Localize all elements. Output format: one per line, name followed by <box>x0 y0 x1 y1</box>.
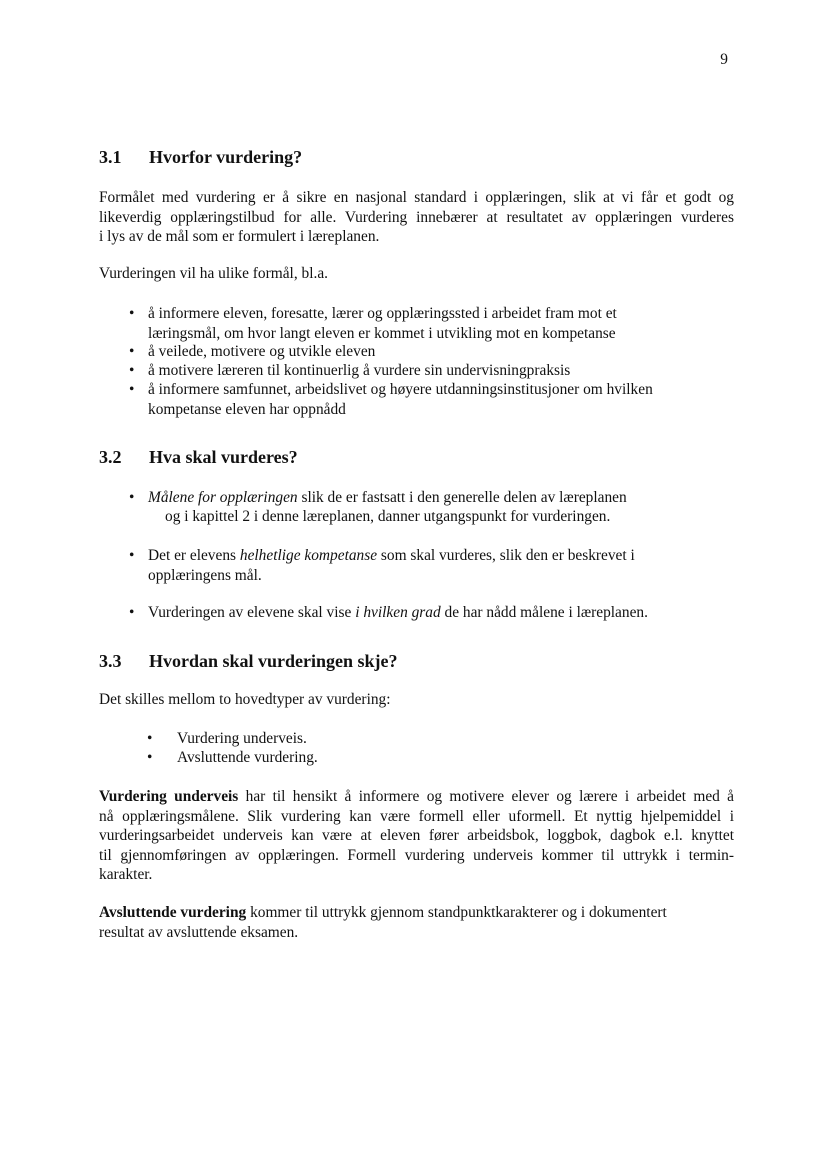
section-title: Hva skal vurderes? <box>149 447 298 467</box>
paragraph-line: Formålet med vurdering er å sikre en nasjonal standard i opplæringen, slik at vi får et godt og <box>99 189 734 206</box>
bullet-icon: • <box>147 749 153 766</box>
text-run: som skal vurderes, slik den er beskrevet i <box>377 547 635 564</box>
list-item-text: å informere samfunnet, arbeidslivet og høyere utdanningsinstitusjoner om hvilken <box>148 381 653 398</box>
list-item <box>147 729 307 749</box>
list-item-text: å motivere læreren til kontinuerlig å vurdere sin undervisningpraksis <box>148 362 571 379</box>
text-run: har til hensikt å informere og motivere elever og lærere i arbeidet med å <box>238 788 734 805</box>
paragraph-types-intro: Det skilles mellom to hovedtyper av vurdering: <box>99 691 391 708</box>
paragraph-line: likeverdig opplæringstilbud for alle. Vurdering innebærer at resultatet av opplæringen vurderes <box>99 208 734 226</box>
text-run: slik de er fastsatt i den generelle delen av læreplanen <box>297 489 627 506</box>
bullet-icon: • <box>129 547 135 564</box>
list-item <box>147 748 318 768</box>
list-item-text: Vurdering underveis. <box>177 730 307 747</box>
bullet-icon: • <box>129 305 135 322</box>
section-title: Hvorfor vurdering? <box>149 147 303 167</box>
list-item-text <box>148 488 627 508</box>
text-run: Vurderingen av elevene skal vise <box>148 604 356 621</box>
list-item-text <box>148 603 648 623</box>
list-item <box>129 488 627 508</box>
bullet-icon: • <box>147 730 153 747</box>
list-item <box>129 361 571 381</box>
list-item-continuation: og i kapittel 2 i denne læreplanen, danner utgangspunkt for vurderingen. <box>165 508 611 525</box>
list-item <box>129 603 648 623</box>
section-number: 3.1 <box>99 147 122 167</box>
emphasis-text: Målene for opplæringen <box>148 489 298 506</box>
paragraph-line: nå opplæringsmålene. Slik vurdering kan være formell eller uformell. Et nyttig hjelpemiddel i <box>99 807 734 825</box>
page-number: 9 <box>720 51 728 68</box>
list-item-text: kompetanse eleven har oppnådd <box>148 400 346 418</box>
paragraph-purpose <box>99 188 734 247</box>
list-item <box>129 380 653 419</box>
list-item <box>129 546 635 585</box>
text-run: kommer til uttrykk gjennom standpunktkarakterer og i dokumentert <box>246 904 667 921</box>
paragraph-line <box>99 903 734 923</box>
bullet-icon: • <box>129 489 135 506</box>
bullet-icon: • <box>129 381 135 398</box>
bold-term: Avsluttende vurdering <box>99 904 247 921</box>
bullet-icon: • <box>129 343 135 360</box>
bullet-icon: • <box>129 604 135 621</box>
paragraph-line: karakter. <box>99 866 153 883</box>
list-item <box>129 304 617 343</box>
bullet-icon: • <box>129 362 135 379</box>
paragraph-formative <box>99 787 734 885</box>
paragraph-line: i lys av de mål som er formulert i læreplanen. <box>99 228 380 245</box>
list-item-text: å informere eleven, foresatte, lærer og opplæringssted i arbeidet fram mot et <box>148 305 617 322</box>
emphasis-text: i hvilken grad <box>355 604 441 621</box>
list-item-text: opplæringens mål. <box>148 566 262 584</box>
text-run: de har nådd målene i læreplanen. <box>440 604 648 621</box>
emphasis-text: helhetlige kompetanse <box>239 547 378 564</box>
paragraph-line <box>99 787 734 807</box>
paragraph-aims-intro: Vurderingen vil ha ulike formål, bl.a. <box>99 265 329 282</box>
bold-term: Vurdering underveis <box>99 788 239 805</box>
list-item-text <box>148 546 635 566</box>
text-run: Det er elevens <box>148 547 240 564</box>
section-number: 3.2 <box>99 447 122 467</box>
section-number: 3.3 <box>99 651 122 671</box>
section-title: Hvordan skal vurderingen skje? <box>149 651 398 671</box>
list-item-text: å veilede, motivere og utvikle eleven <box>148 343 376 360</box>
paragraph-line: vurderingsarbeidet underveis kan være at eleven fører arbeidsbok, loggbok, dagbok e.l. knyttet <box>99 827 734 844</box>
paragraph-line: resultat av avsluttende eksamen. <box>99 923 299 941</box>
list-item-text: læringsmål, om hvor langt eleven er kommet i utvikling mot en kompetanse <box>148 324 616 342</box>
list-item-text: Avsluttende vurdering. <box>177 749 318 766</box>
paragraph-summative <box>99 903 734 942</box>
paragraph-line: til gjennomføringen av opplæringen. Formell vurdering underveis kommer til uttrykk i termin- <box>99 846 734 864</box>
list-item <box>129 342 376 362</box>
